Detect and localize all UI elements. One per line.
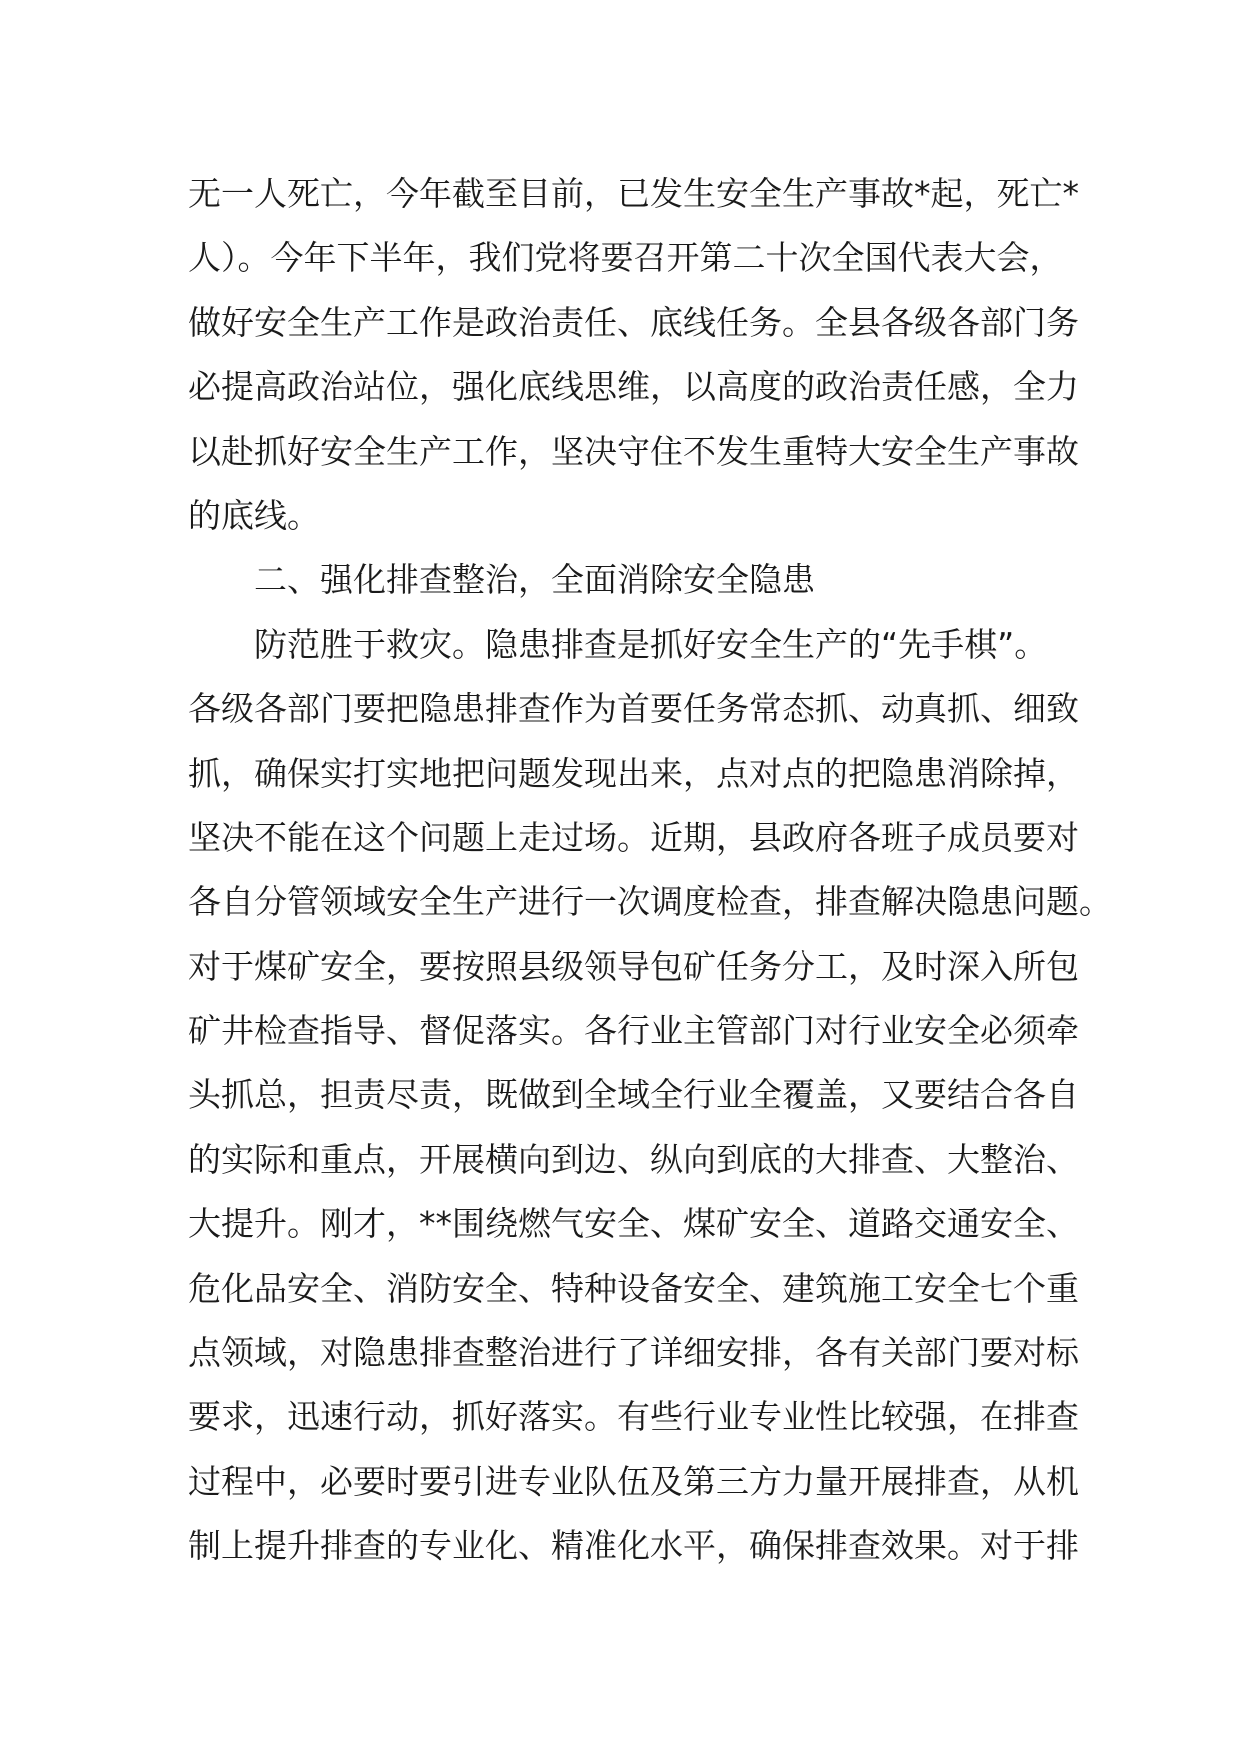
paragraph-2-line-12: 点领域，对隐患排查整治进行了详细安排，各有关部门要对标 <box>188 1333 1079 1373</box>
paragraph-1-line-4: 必提高政治站位，强化底线思维，以高度的政治责任感，全力 <box>188 367 1079 407</box>
paragraph-2-line-2: 各级各部门要把隐患排查作为首要任务常态抓、动真抓、细致 <box>188 689 1079 729</box>
paragraph-2-line-14: 过程中，必要时要引进专业队伍及第三方力量开展排查，从机 <box>188 1461 1079 1501</box>
paragraph-1-line-5: 以赴抓好安全生产工作，坚决守住不发生重特大安全生产事故 <box>188 431 1079 471</box>
paragraph-2-line-1: 防范胜于救灾。隐患排查是抓好安全生产的“先手棋”。 <box>254 624 1048 664</box>
paragraph-2-line-9: 的实际和重点，开展横向到边、纵向到底的大排查、大整治、 <box>188 1139 1079 1179</box>
section-heading-2: 二、强化排查整治，全面消除安全隐患 <box>254 560 815 600</box>
paragraph-2-line-3: 抓，确保实打实地把问题发现出来，点对点的把隐患消除掉， <box>188 753 1079 793</box>
paragraph-1-line-3: 做好安全生产工作是政治责任、底线任务。全县各级各部门务 <box>188 302 1079 342</box>
document-body <box>188 162 1112 1579</box>
paragraph-2-line-10: 大提升。刚才，**围绕燃气安全、煤矿安全、道路交通安全、 <box>188 1204 1079 1244</box>
paragraph-2-line-4: 坚决不能在这个问题上走过场。近期，县政府各班子成员要对 <box>188 817 1079 857</box>
paragraph-2-line-11: 危化品安全、消防安全、特种设备安全、建筑施工安全七个重 <box>188 1268 1079 1308</box>
paragraph-2-line-8: 头抓总，担责尽责，既做到全域全行业全覆盖，又要结合各自 <box>188 1075 1079 1115</box>
paragraph-1-line-2: 人）。今年下半年，我们党将要召开第二十次全国代表大会， <box>188 238 1063 278</box>
paragraph-2-line-6: 对于煤矿安全，要按照县级领导包矿任务分工，及时深入所包 <box>188 946 1079 986</box>
paragraph-2-line-7: 矿井检查指导、督促落实。各行业主管部门对行业安全必须牵 <box>188 1011 1079 1051</box>
paragraph-2-line-13: 要求，迅速行动，抓好落实。有些行业专业性比较强，在排查 <box>188 1397 1079 1437</box>
paragraph-2-line-5: 各自分管领域安全生产进行一次调度检查，排查解决隐患问题。 <box>188 882 1112 922</box>
paragraph-2-line-15: 制上提升排查的专业化、精准化水平，确保排查效果。对于排 <box>188 1526 1079 1566</box>
paragraph-1-line-1: 无一人死亡，今年截至目前，已发生安全生产事故*起，死亡* <box>188 174 1079 213</box>
paragraph-1-line-6: 的底线。 <box>188 495 320 535</box>
